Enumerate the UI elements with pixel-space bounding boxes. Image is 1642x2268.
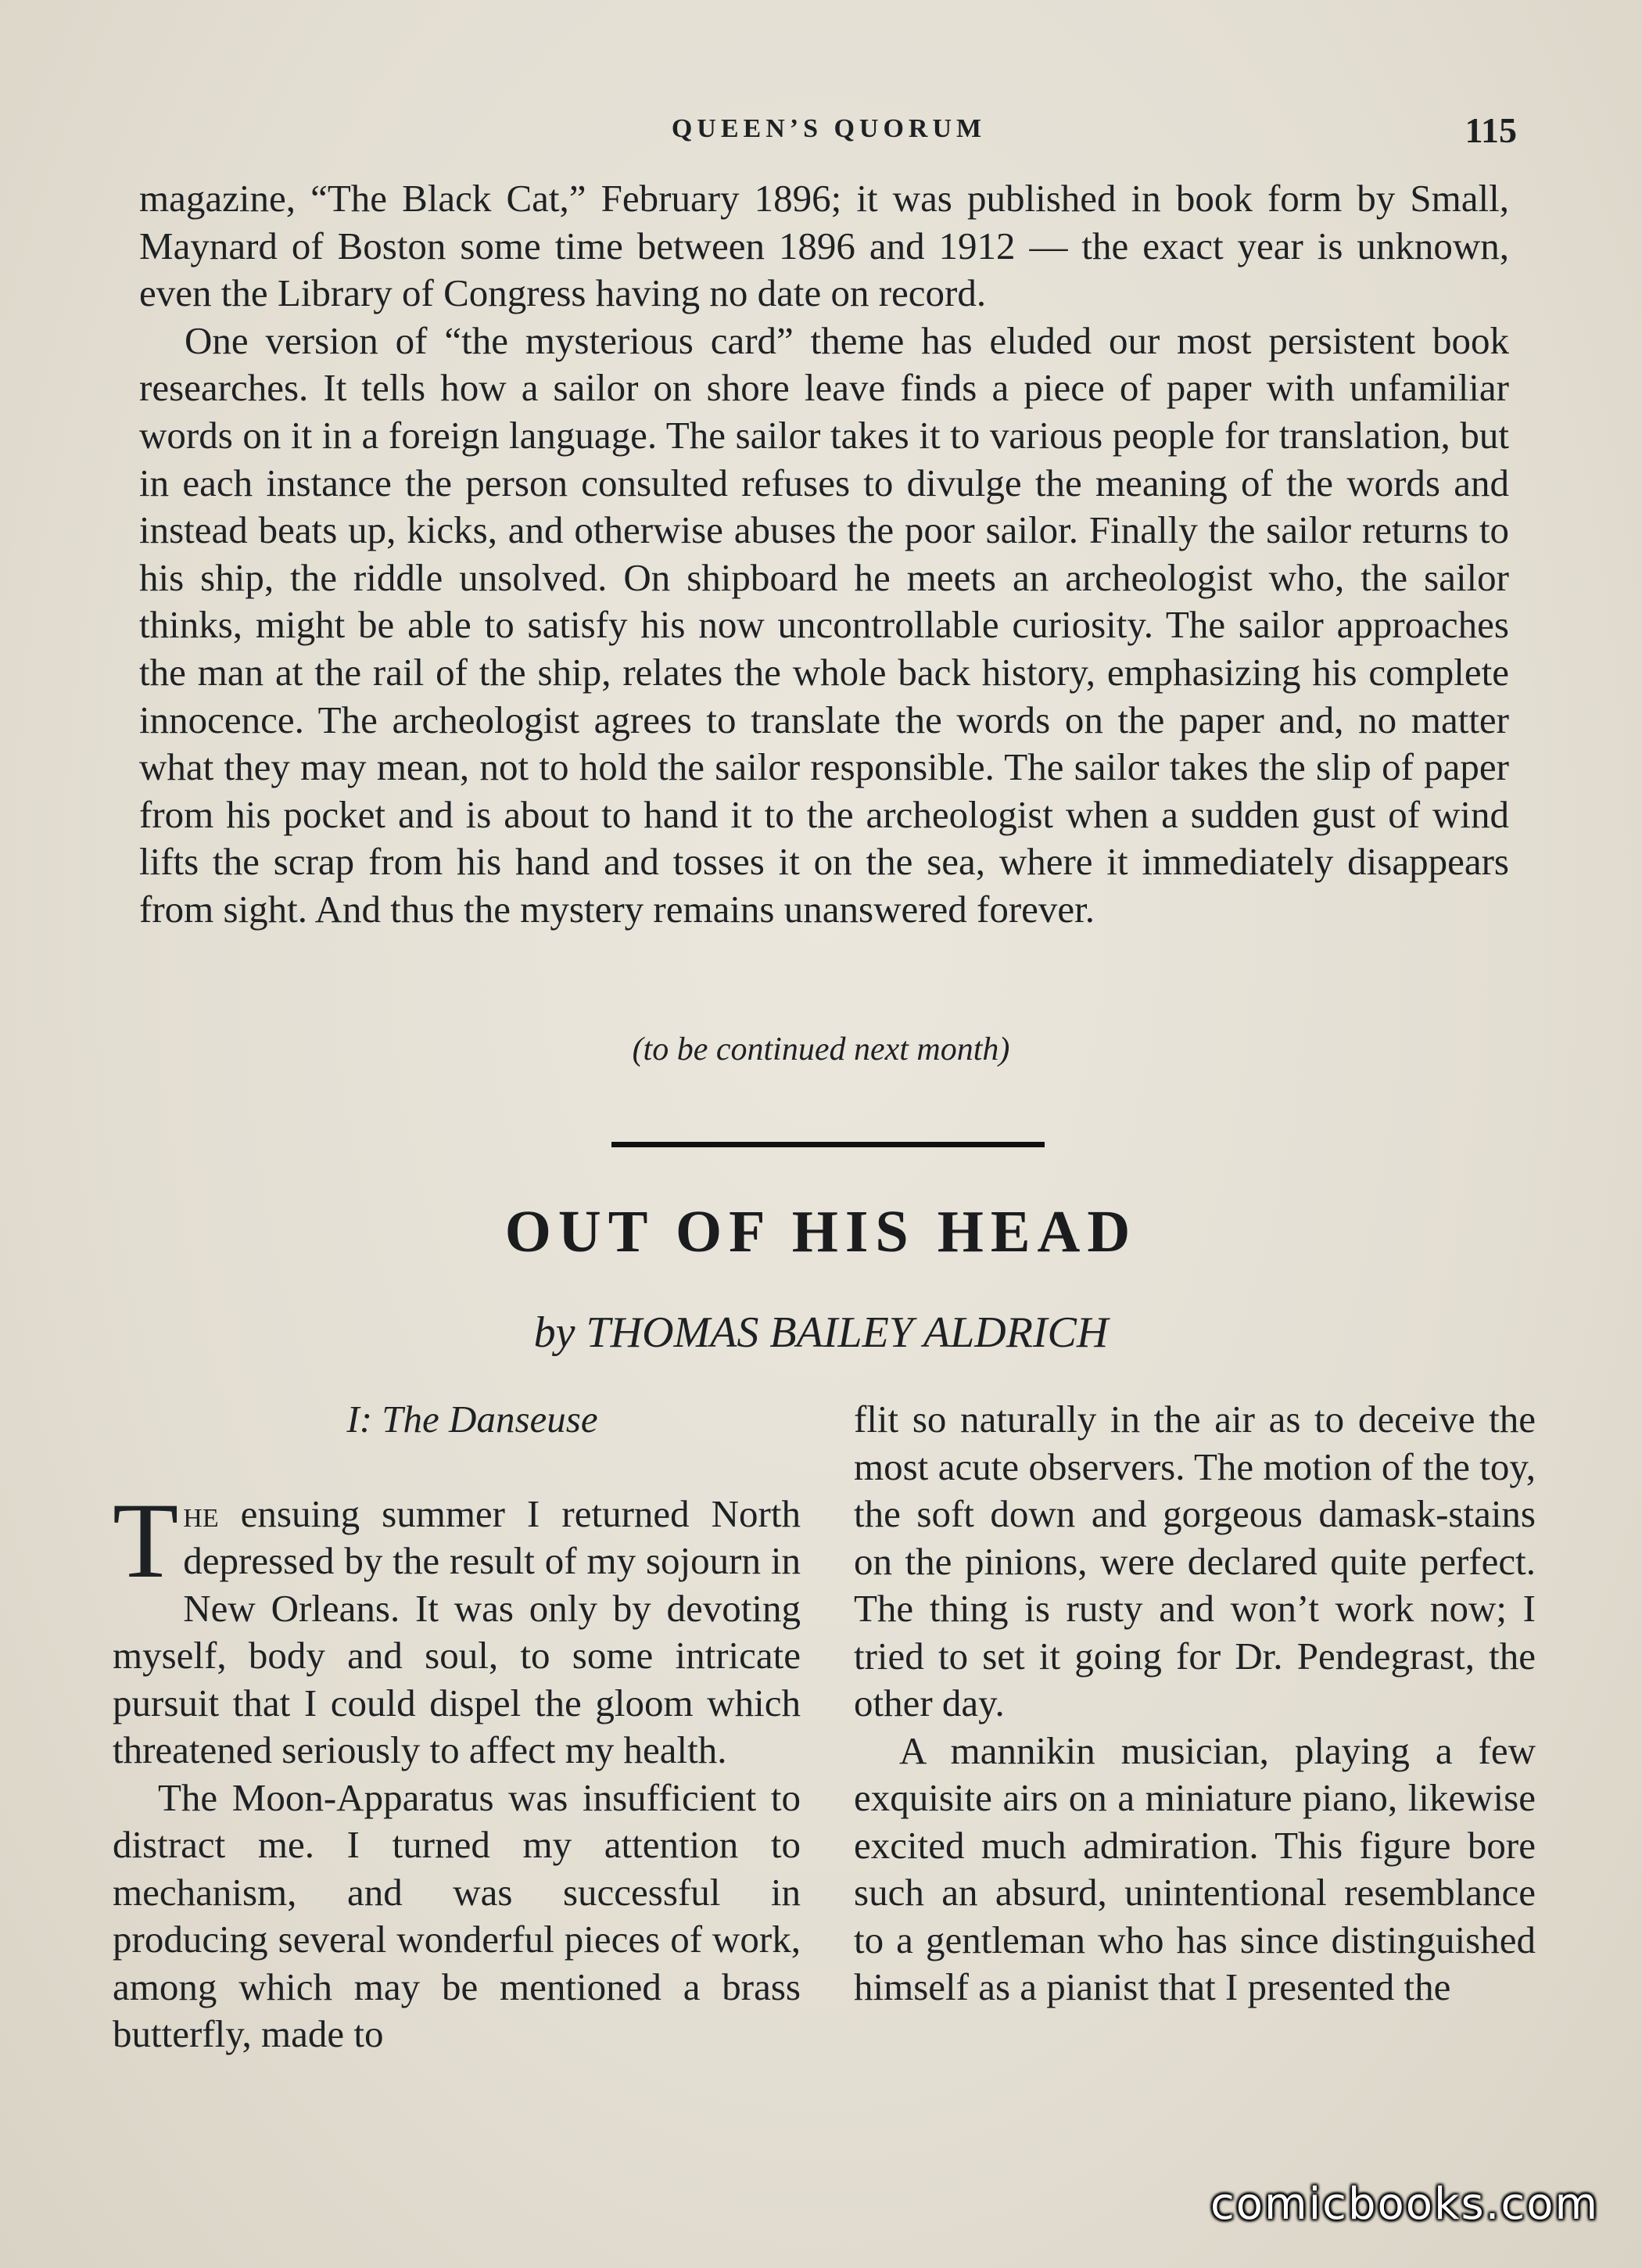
section-heading: I: The Danseuse <box>346 1398 598 1441</box>
paragraph: magazine, “The Black Cat,” February 1896; it was published in book form by Small, Maynard of Boston some time between 1896 and 1912 — the exact year is unknown, even the Library of Congress having no date on record. <box>139 177 1509 315</box>
paragraph: The ensuing summer I returned North depressed by the result of my sojourn in New Orleans. It was only by devoting myself, body and soul, to some intricate pursuit that I could dispel the gloom which threatened seriously to affect my health. <box>113 1480 801 1771</box>
section-divider <box>611 1142 1045 1147</box>
drop-cap: T <box>113 1480 179 1600</box>
page-header <box>141 110 1517 153</box>
paragraph: The Moon-Apparatus was insufficient to distract me. I turned my attention to mechanism, and was successful in producing several wonderful pieces of work, among which may be mentioned a brass butterfly, made to <box>113 1775 801 2055</box>
continued-note: (to be continued next month) <box>632 1032 1010 1068</box>
essay-continuation <box>139 175 1509 934</box>
right-column <box>854 1396 1536 2011</box>
watermark: comicbooks.com <box>1210 2179 1600 2230</box>
paragraph: flit so naturally in the air as to deceive the most acute observers. The motion of the toy, the soft down and gorgeous damask-stains on the pinions, were declared quite perfect. The thing is rusty and won’t work now; I tried to set it going for Dr. Pendegrast, the other day. <box>854 1398 1536 1724</box>
paragraph: A mannikin musician, playing a few exquisite airs on a miniature piano, likewise excited much admiration. This figure bore such an absurd, unintentional resemblance to a gentleman who has since distinguished himself as a pianist that I presented the <box>854 1728 1536 2008</box>
paragraph: One version of “the mysterious card” theme has eluded our most persistent book researches. It tells how a sailor on shore leave finds a piece of paper with unfamiliar words on it in a foreign language. The sailor takes it to various people for translation, but in each instance the person consulted refuses to divulge the meaning of the words and instead beats up, kicks, and otherwise abuses the poor sailor. Finally the sailor returns to his ship, the riddle unsolved. On shipboard he meets an archeologist who, the sailor thinks, might be able to satisfy his now uncontrollable curiosity. The sailor approaches the man at the rail of the ship, relates the whole back history, emphasizing his complete innocence. The archeologist agrees to translate the words on the paper and, no matter what they may mean, not to hold the sailor responsible. The sailor takes the slip of paper from his pocket and is about to hand it to the archeologist when a sudden gust of wind lifts the scrap from his hand and tosses it on the sea, where it immediately disappears from sight. And thus the mystery remains unanswered forever. <box>139 318 1509 931</box>
byline: by THOMAS BAILEY ALDRICH <box>533 1308 1109 1357</box>
story-title: OUT OF HIS HEAD <box>504 1199 1138 1265</box>
page-number: 115 <box>1465 110 1517 150</box>
running-head: QUEEN’S QUORUM <box>671 114 987 143</box>
left-column <box>113 1396 801 2058</box>
